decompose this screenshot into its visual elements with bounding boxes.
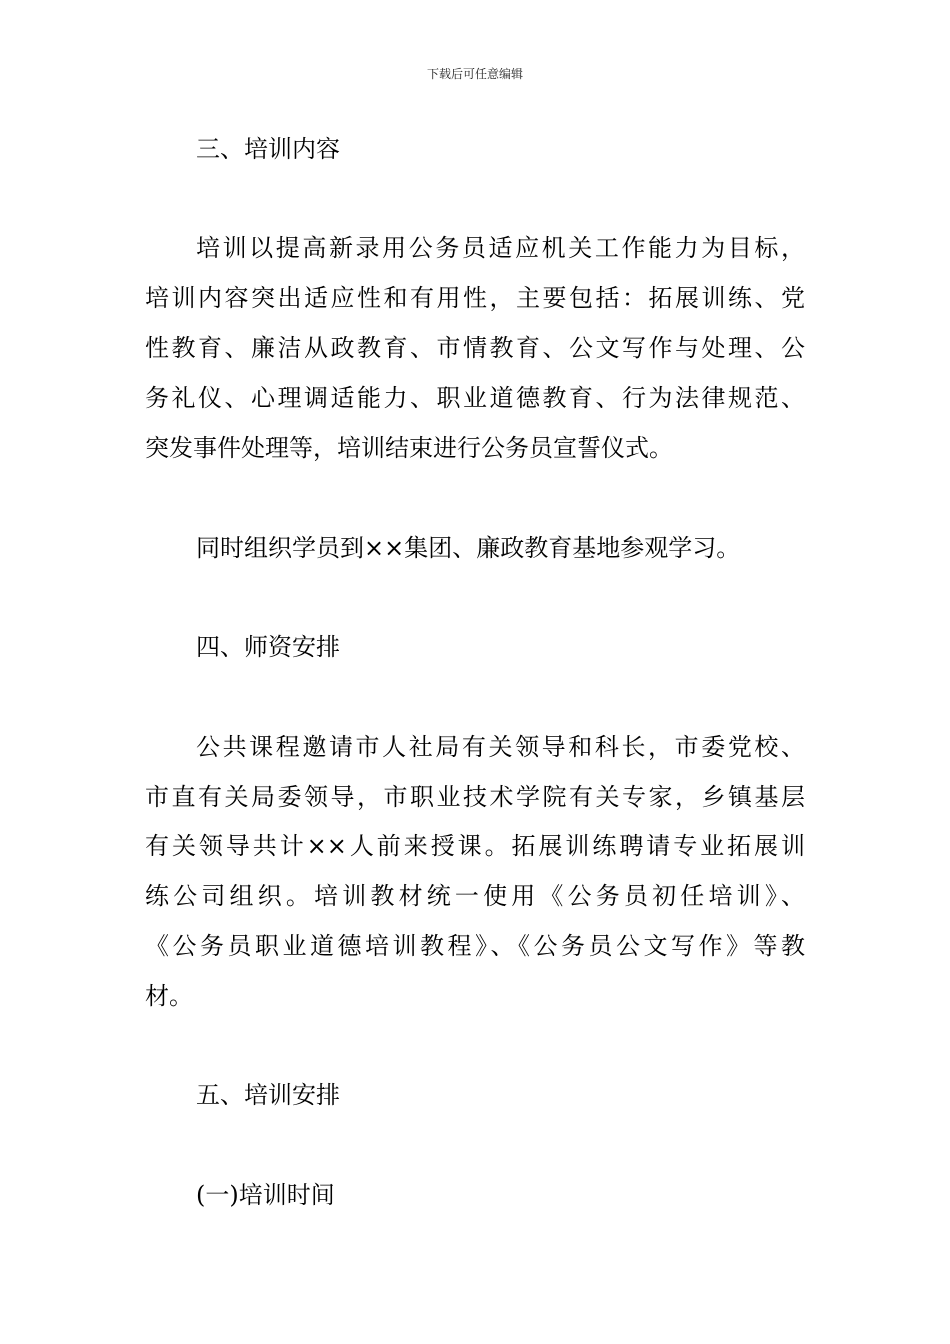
section-heading-content: 三、培训内容 [196, 135, 340, 163]
paragraph-line: 市直有关局委领导，市职业技术学院有关专家，乡镇基层 [145, 783, 805, 811]
paragraph-line: 培训内容突出适应性和有用性，主要包括：拓展训练、党 [145, 284, 805, 312]
paragraph-line: 材。 [145, 982, 193, 1010]
section-heading-schedule: 五、培训安排 [196, 1081, 340, 1109]
paragraph-line: 突发事件处理等，培训结束进行公务员宣誓仪式。 [145, 434, 673, 462]
paragraph-visit: 同时组织学员到××集团、廉政教育基地参观学习。 [196, 534, 741, 562]
section-heading-teachers: 四、师资安排 [196, 633, 340, 661]
paragraph-line: 《公务员职业道德培训教程》、《公务员公文写作》等教 [145, 932, 805, 960]
paragraph-line: 培训以提高新录用公务员适应机关工作能力为目标， [196, 234, 805, 262]
paragraph-line: 有关领导共计××人前来授课。拓展训练聘请专业拓展训 [145, 832, 805, 860]
paragraph-line: 公共课程邀请市人社局有关领导和科长，市委党校、 [196, 733, 805, 761]
paragraph-line: 务礼仪、心理调适能力、职业道德教育、行为法律规范、 [145, 384, 805, 412]
paragraph-line: 练公司组织。培训教材统一使用《公务员初任培训》、 [145, 882, 805, 910]
paragraph-line: 性教育、廉洁从政教育、市情教育、公文写作与处理、公 [145, 334, 805, 362]
page-header: 下载后可任意编辑 [426, 67, 523, 81]
subsection-heading-time: (一)培训时间 [196, 1181, 335, 1209]
